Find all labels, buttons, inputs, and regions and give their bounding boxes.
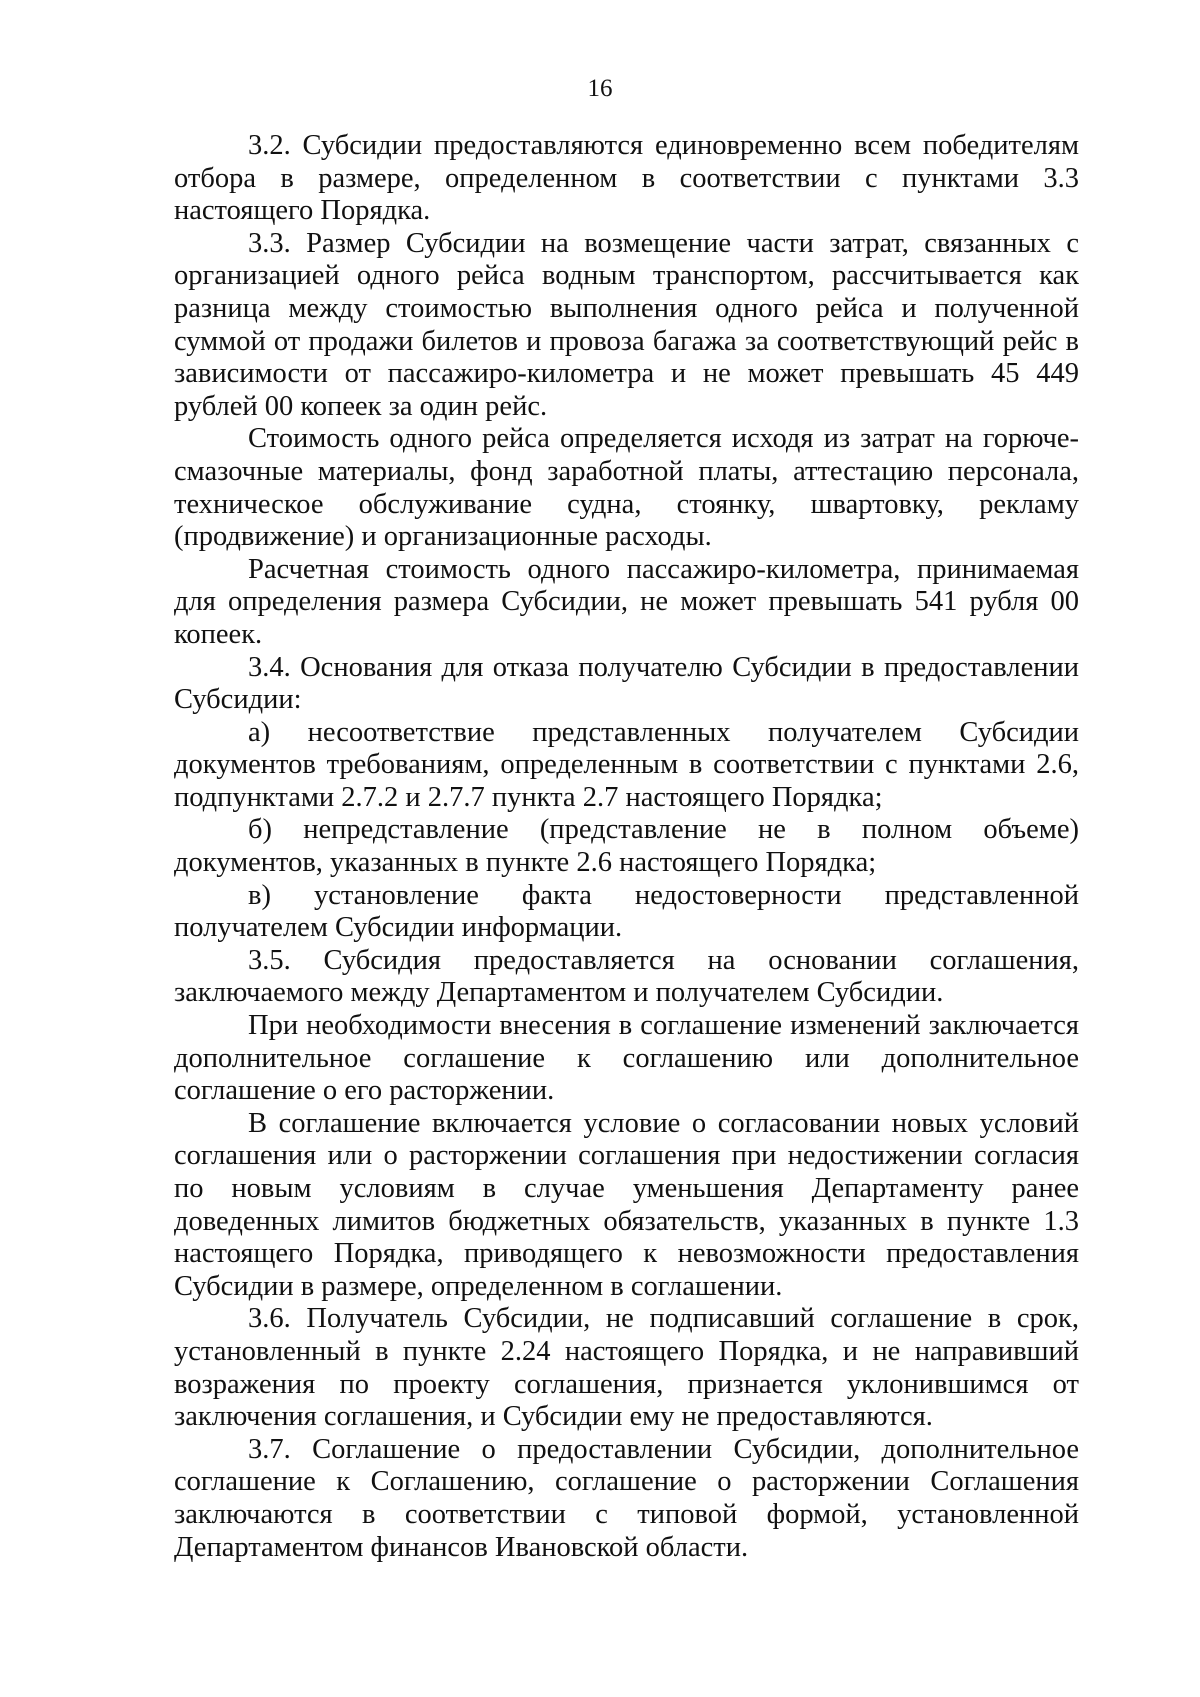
paragraph-3-4: 3.4. Основания для отказа получателю Субсидии в предоставлении Субсидии: bbox=[174, 651, 1079, 716]
document-body bbox=[174, 130, 1079, 1564]
paragraph-3-6: 3.6. Получатель Субсидии, не подписавший соглашение в срок, установленный в пункте 2.24 настоящего Порядка, и не направивший возражения по проекту соглашения, признается уклонившимся от заключения соглашения, и Субсидии ему не предоставляются. bbox=[174, 1303, 1079, 1433]
paragraph-3-3: 3.3. Размер Субсидии на возмещение части затрат, связанных с организацией одного рейса водным транспортом, рассчитывается как разница между стоимостью выполнения одного рейса и полученной суммой от продажи билетов и провоза багажа за соответствующий рейс в зависимости от пассажиро-километра и не может превышать 45 449 рублей 00 копеек за один рейс. bbox=[174, 227, 1079, 422]
paragraph-3-4-v: в) установление факта недостоверности представленной получателем Субсидии информации. bbox=[174, 879, 1079, 944]
paragraph-3-5: 3.5. Субсидия предоставляется на основании соглашения, заключаемого между Департаментом и получателем Субсидии. bbox=[174, 944, 1079, 1009]
paragraph-trip-cost: Стоимость одного рейса определяется исходя из затрат на горюче-смазочные материалы, фонд заработной платы, аттестацию персонала, техническое обслуживание судна, стоянку, швартовку, рекламу (продвижение) и организационные расходы. bbox=[174, 423, 1079, 553]
paragraph-3-2: 3.2. Субсидии предоставляются единовременно всем победителям отбора в размере, определенном в соответствии с пунктами 3.3 настоящего Порядка. bbox=[174, 130, 1079, 227]
page-number: 16 bbox=[587, 75, 613, 102]
paragraph-agreement-conditions: В соглашение включается условие о согласовании новых условий соглашения или о расторжении соглашения при недостижении согласия по новым условиям в случае уменьшения Департаменту ранее доведенных лимитов бюджетных обязательств, указанных в пункте 1.3 настоящего Порядка, приводящего к невозможности предоставления Субсидии в размере, определенном в соглашении. bbox=[174, 1107, 1079, 1302]
paragraph-3-4-b: б) непредставление (представление не в полном объеме) документов, указанных в пункте 2.6 настоящего Порядка; bbox=[174, 814, 1079, 879]
paragraph-3-7: 3.7. Соглашение о предоставлении Субсидии, дополнительное соглашение к Соглашению, соглашение о расторжении Соглашения заключаются в соответствии с типовой формой, установленной Департаментом финансов Ивановской области. bbox=[174, 1433, 1079, 1563]
paragraph-agreement-changes: При необходимости внесения в соглашение изменений заключается дополнительное соглашение к соглашению или дополнительное соглашение о его расторжении. bbox=[174, 1010, 1079, 1107]
paragraph-passenger-km-cost: Расчетная стоимость одного пассажиро-километра, принимаемая для определения размера Субсидии, не может превышать 541 рубля 00 копеек. bbox=[174, 553, 1079, 650]
paragraph-3-4-a: а) несоответствие представленных получателем Субсидии документов требованиям, определенным в соответствии с пунктами 2.6, подпунктами 2.7.2 и 2.7.7 пункта 2.7 настоящего Порядка; bbox=[174, 716, 1079, 813]
